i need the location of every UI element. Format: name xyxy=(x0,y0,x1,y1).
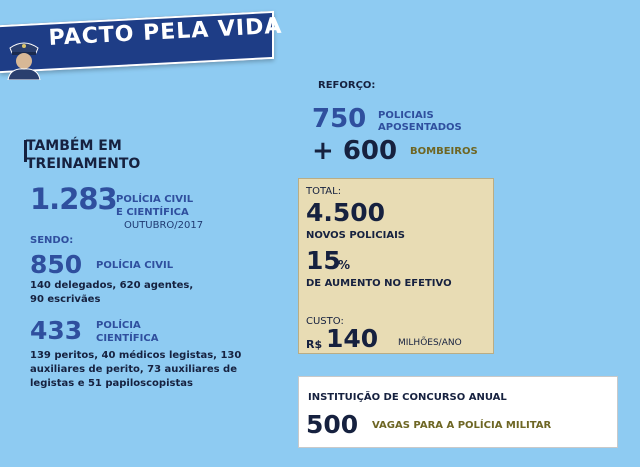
police-officer-icon xyxy=(6,38,42,84)
retired-police-number: 750 xyxy=(312,104,367,134)
scientific-police-detail-line1: 139 peritos, 40 médicos legistas, 130 xyxy=(30,350,242,361)
summary-cost-currency: R$ xyxy=(306,338,323,351)
civil-police-number: 850 xyxy=(30,250,83,279)
total-training-number: 1.283 xyxy=(30,182,117,216)
retired-police-label-line2: APOSENTADOS xyxy=(378,122,462,133)
scientific-police-detail-line2: auxiliares de perito, 73 auxiliares de xyxy=(30,364,237,375)
retired-police-label-line1: POLICIAIS xyxy=(378,110,434,121)
summary-cost-number: 140 xyxy=(326,324,379,353)
firefighters-label: BOMBEIROS xyxy=(410,146,478,157)
contest-title: INSTITUIÇÃO DE CONCURSO ANUAL xyxy=(308,392,507,403)
civil-police-detail-line1: 140 delegados, 620 agentes, xyxy=(30,280,194,291)
reinforcement-label: REFORÇO: xyxy=(318,80,376,91)
scientific-police-label-line2: CIENTÍFICA xyxy=(96,333,159,344)
summary-total-caption: NOVOS POLICIAIS xyxy=(306,230,405,241)
total-training-label-line1: POLÍCIA CIVIL xyxy=(116,194,194,205)
total-training-label-line2: E CIENTÍFICA xyxy=(116,207,189,218)
summary-cost-label: CUSTO: xyxy=(306,316,344,327)
summary-percent-sign: % xyxy=(338,258,351,272)
summary-total-number: 4.500 xyxy=(306,198,386,227)
summary-percent-caption: DE AUMENTO NO EFETIVO xyxy=(306,278,452,289)
contest-caption: VAGAS PARA A POLÍCIA MILITAR xyxy=(372,420,552,431)
summary-cost-unit: MILHÕES/ANO xyxy=(398,338,462,348)
training-heading-line2: TREINAMENTO xyxy=(26,156,141,172)
contest-number: 500 xyxy=(306,410,359,439)
firefighters-number: + 600 xyxy=(312,136,398,166)
civil-police-detail-line2: 90 escrivães xyxy=(30,294,101,305)
scientific-police-detail-line3: legistas e 51 papiloscopistas xyxy=(30,378,193,389)
total-training-date: OUTUBRO/2017 xyxy=(124,220,204,231)
summary-percent-number: 15 xyxy=(306,246,341,275)
summary-total-label: TOTAL: xyxy=(306,186,342,197)
scientific-police-number: 433 xyxy=(30,316,83,345)
sendo-label: SENDO: xyxy=(30,235,74,246)
scientific-police-label-line1: POLÍCIA xyxy=(96,320,141,331)
page-title: PACTO PELA VIDA xyxy=(48,13,284,51)
training-heading-line1: TAMBÉM EM xyxy=(26,138,122,154)
civil-police-label: POLÍCIA CIVIL xyxy=(96,260,174,271)
